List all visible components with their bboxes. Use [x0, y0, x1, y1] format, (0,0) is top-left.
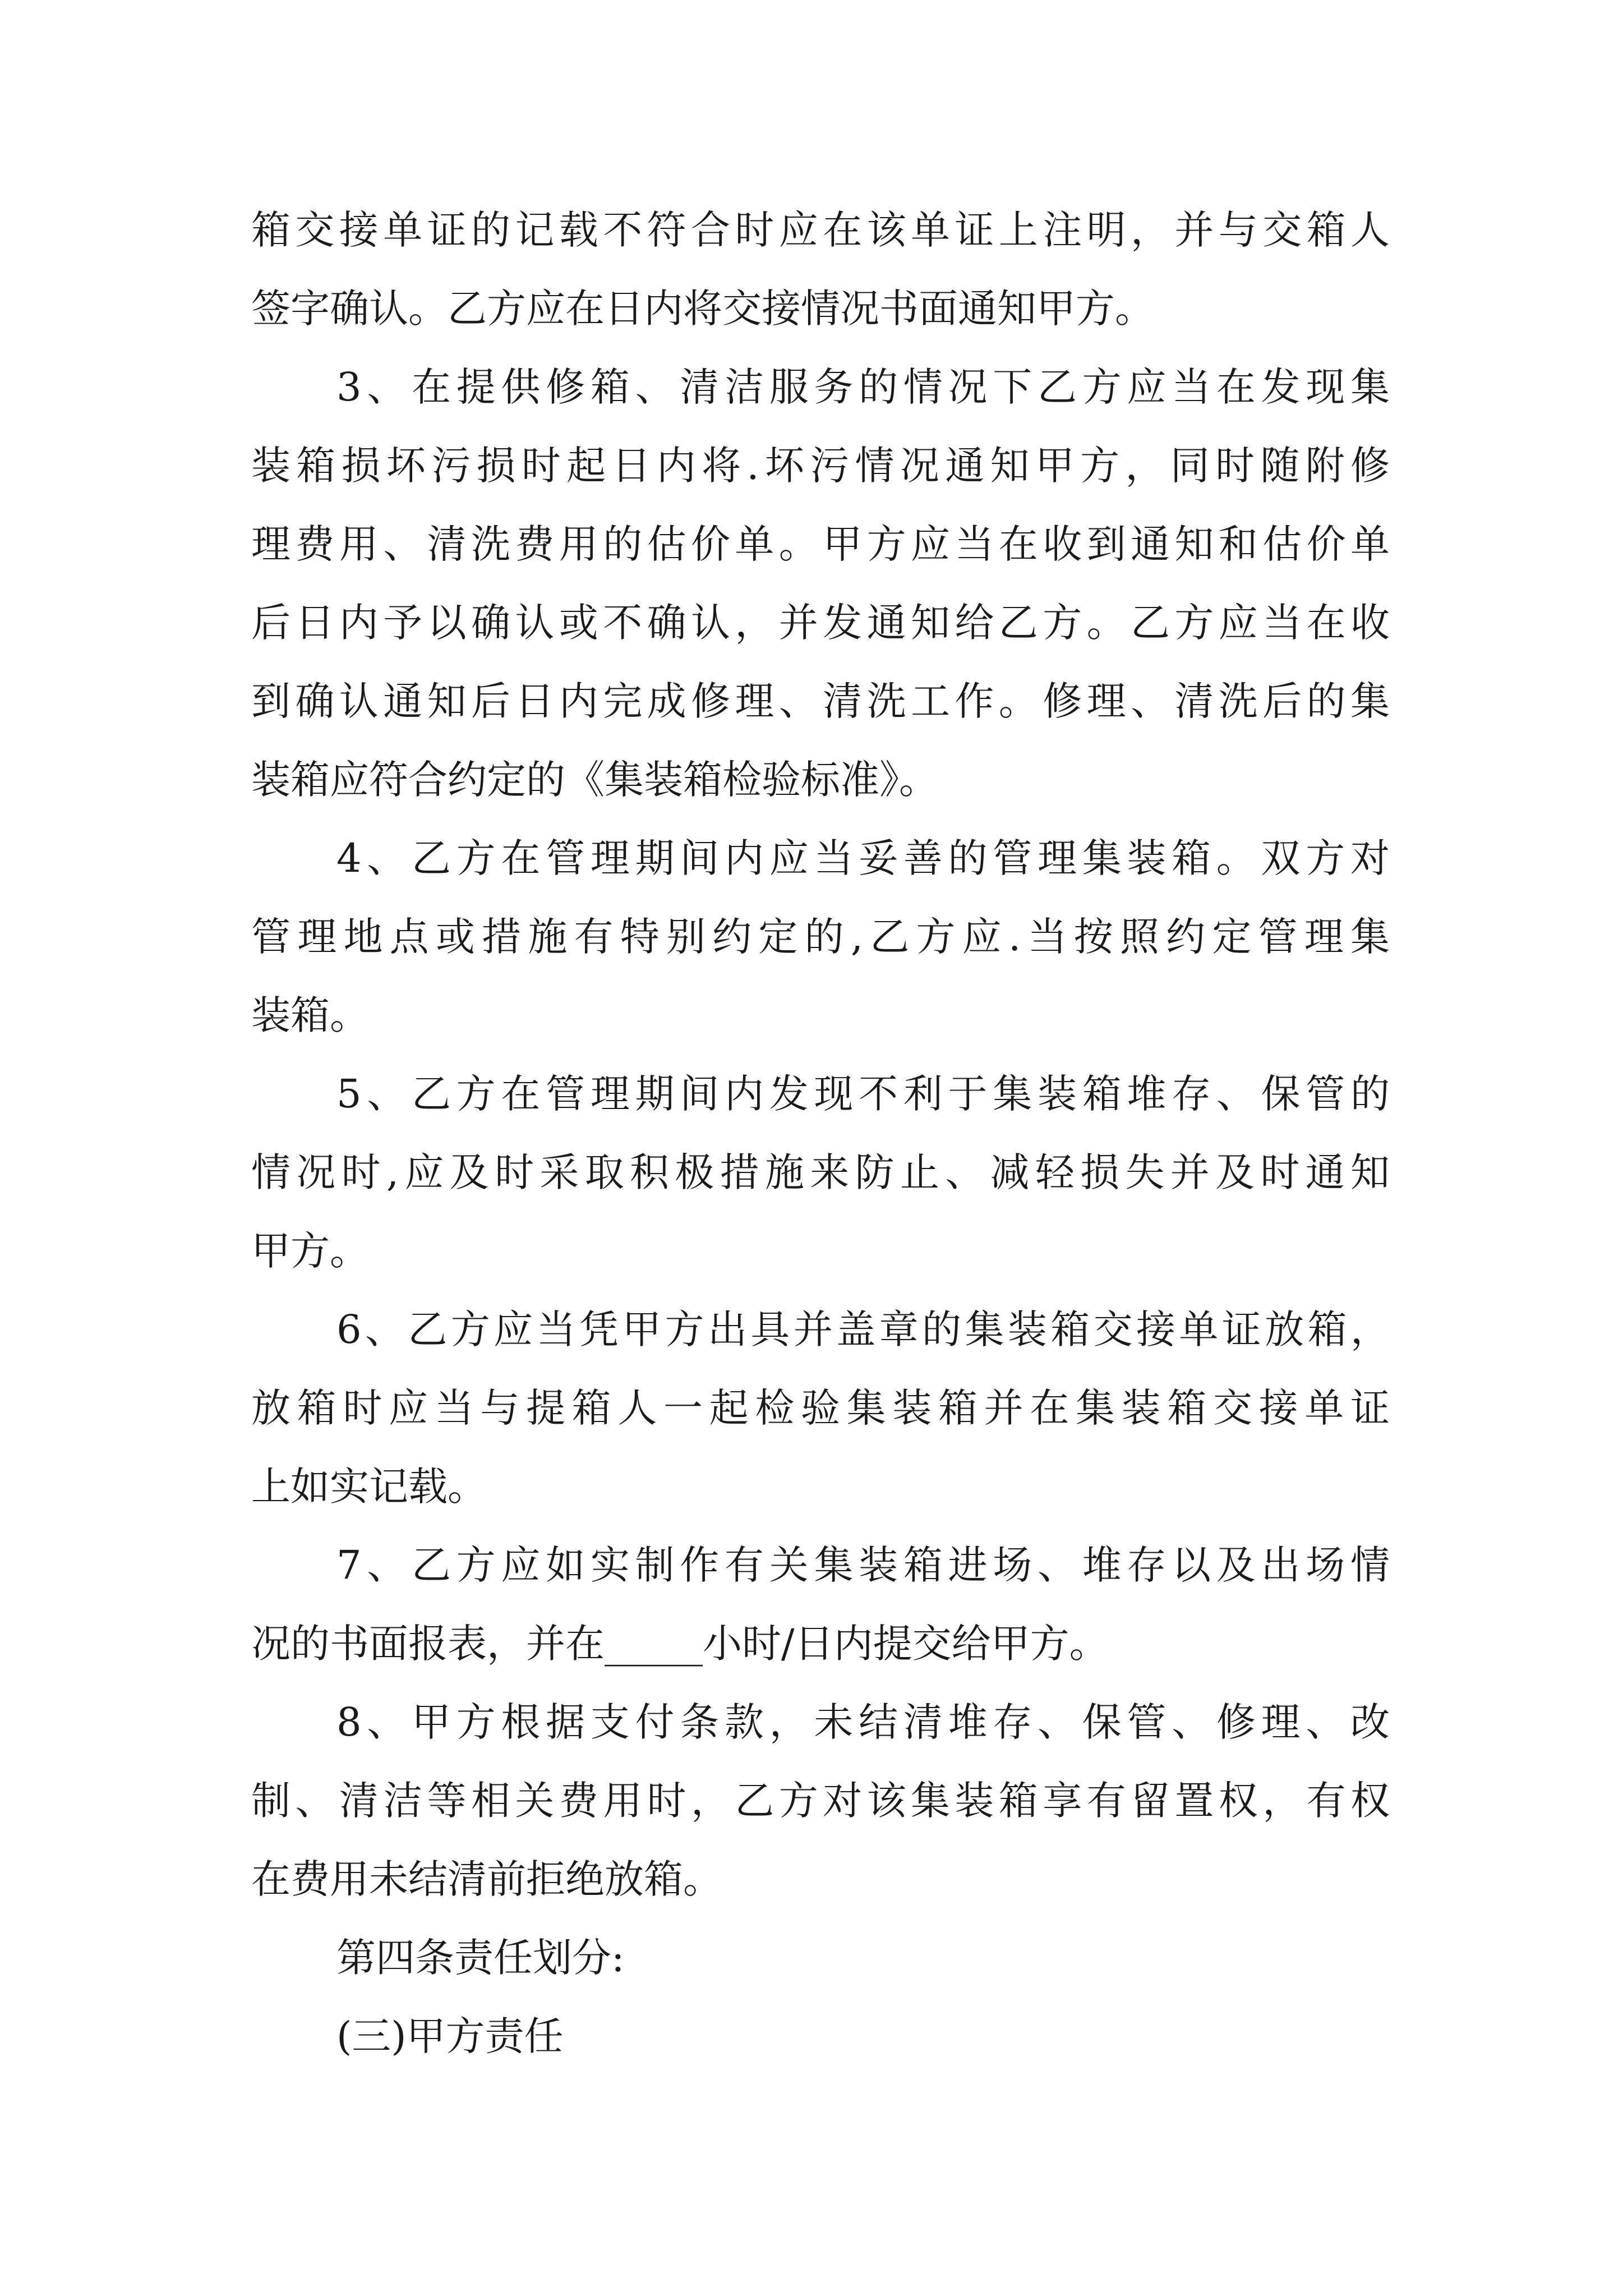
text-line: 装箱应符合约定的《集装箱检验标准》。: [251, 757, 938, 803]
text-line: 甲方。: [251, 1228, 369, 1274]
section-heading: 第四条责任划分:: [336, 1935, 625, 1981]
paragraph-4-line: 4、乙方在管理期间内应当妥善的管理集装箱。双方对: [336, 835, 1390, 881]
text-line: 管理地点或措施有特别约定的,乙方应.当按照约定管理集: [251, 914, 1390, 960]
paragraph-7-line: 7、乙方应如实制作有关集装箱进场、堆存以及出场情: [336, 1542, 1390, 1588]
text-line: 箱交接单证的记载不符合时应在该单证上注明，并与交箱人: [251, 207, 1390, 253]
paragraph-6-line: 6、乙方应当凭甲方出具并盖章的集装箱交接单证放箱，: [336, 1306, 1390, 1352]
text-line: 装箱损坏污损时起日内将.坏污情况通知甲方，同时随附修: [251, 443, 1390, 489]
text-line: 签字确认。乙方应在日内将交接情况书面通知甲方。: [251, 286, 1154, 332]
text-line: 放箱时应当与提箱人一起检验集装箱并在集装箱交接单证: [251, 1385, 1390, 1431]
text-line: 在费用未结清前拒绝放箱。: [251, 1856, 722, 1902]
text-line: 况的书面报表，并在_____小时/日内提交给甲方。: [251, 1621, 1109, 1667]
subsection-heading: (三)甲方责任: [336, 2013, 564, 2059]
text-line: 制、清洁等相关费用时，乙方对该集装箱享有留置权，有权: [251, 1778, 1390, 1824]
text-line: 理费用、清洗费用的估价单。甲方应当在收到通知和估价单: [251, 521, 1390, 567]
text-line: 装箱。: [251, 992, 369, 1038]
document-body: [251, 191, 1390, 2076]
text-line: 到确认通知后日内完成修理、清洗工作。修理、清洗后的集: [251, 678, 1390, 724]
paragraph-8-line: 8、甲方根据支付条款，未结清堆存、保管、修理、改: [336, 1699, 1390, 1745]
text-line: 上如实记载。: [251, 1464, 487, 1510]
text-line: 后日内予以确认或不确认，并发通知给乙方。乙方应当在收: [251, 600, 1390, 646]
paragraph-3-line: 3、在提供修箱、清洁服务的情况下乙方应当在发现集: [336, 364, 1390, 410]
paragraph-5-line: 5、乙方在管理期间内发现不利于集装箱堆存、保管的: [336, 1071, 1390, 1117]
text-line: 情况时,应及时采取积极措施来防止、减轻损失并及时通知: [251, 1149, 1390, 1195]
